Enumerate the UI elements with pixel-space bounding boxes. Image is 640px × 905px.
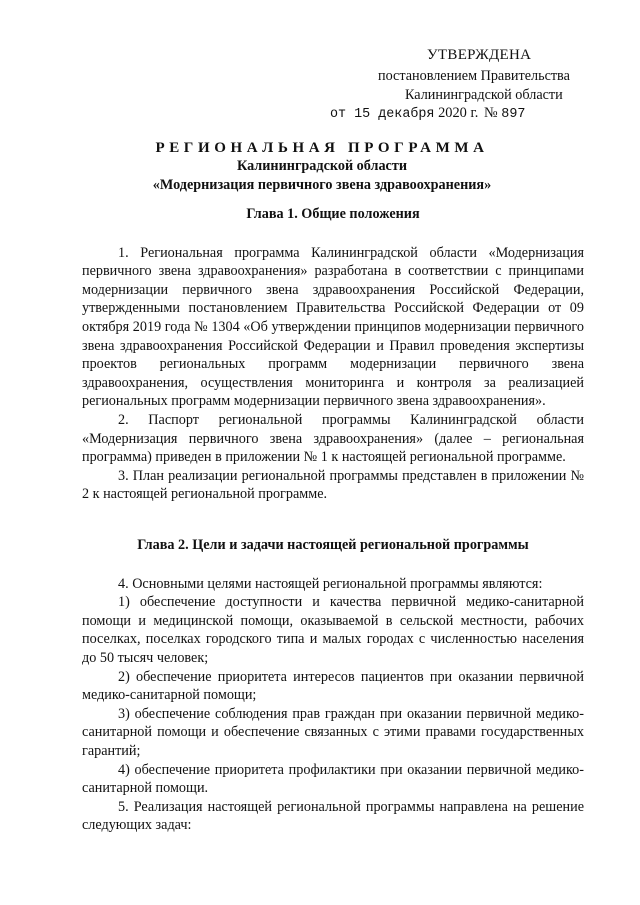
approval-line-2: Калининградской области: [405, 87, 563, 103]
chapter-1: [82, 205, 584, 504]
approval-title: УТВЕРЖДЕНА: [427, 47, 532, 63]
paragraph-2: 2. Паспорт региональной программы Калининградской области «Модернизация первичного звена здравоохранения» (далее – региональная программа) приведен в приложении № 1 к настоящей региональной программе.: [82, 411, 584, 466]
program-title-block: [60, 139, 584, 195]
list-item-2: 2) обеспечение приоритета интересов пациентов при оказании первичной медико-санитарной помощи;: [82, 668, 584, 704]
chapter-1-heading: Глава 1. Общие положения: [246, 206, 420, 222]
program-region: Калининградской области: [236, 158, 407, 174]
program-name: «Модернизация первичного звена здравоохранения»: [152, 176, 492, 193]
list-item-1: 1) обеспечение доступности и качества первичной медико-санитарной помощи и медицинской помощи, оказываемой в сельской местности, рабочих поселках, поселках городского типа и малых городах с численностью населения до 50 тысяч человек;: [82, 594, 584, 666]
approval-number-sign: №: [483, 105, 498, 121]
approval-number: 897: [501, 107, 526, 122]
approval-date-line: [330, 104, 525, 125]
approval-date: от 15 декабря: [330, 107, 435, 122]
list-item-4: 4) обеспечение приоритета профилактики при оказании первичной медико-санитарной помощи.: [82, 761, 584, 797]
approval-line-1: постановлением Правительства: [378, 68, 570, 84]
paragraph-1: 1. Региональная программа Калининградской области «Модернизация первичного звена здравоохранения» разработана в соответствии с принципами модернизации первичного звена здравоохранения Российской Федерации, утвержденными постановлением Правительства Российской Федерации от 09 октября 2019 года № 1304 «Об утверждении принципов модернизации первичного звена здравоохранения Российской Федерации и Правил проведения экспертизы проектов региональных программ модернизации первичного звена здравоохранения, осуществления мониторинга и контроля за реализацией региональных программ модернизации первичного звена здравоохранения».: [82, 244, 584, 410]
program-title: РЕГИОНАЛЬНАЯ ПРОГРАММА: [155, 140, 489, 156]
paragraph-5: 5. Реализация настоящей региональной программы направлена на решение следующих задач:: [82, 798, 584, 834]
paragraph-3: 3. План реализации региональной программы представлен в приложении № 2 к настоящей региональной программе.: [82, 467, 584, 503]
list-item-3: 3) обеспечение соблюдения прав граждан при оказании первичной медико-санитарной помощи и обеспечение связанных с этими правами государственных гарантий;: [82, 705, 584, 759]
approval-year: 2020 г.: [438, 105, 479, 121]
paragraph-4: 4. Основными целями настоящей региональной программы являются:: [118, 575, 543, 592]
chapter-2-heading: Глава 2. Цели и задачи настоящей региональной программы: [137, 537, 529, 553]
chapter-2: [82, 536, 584, 835]
